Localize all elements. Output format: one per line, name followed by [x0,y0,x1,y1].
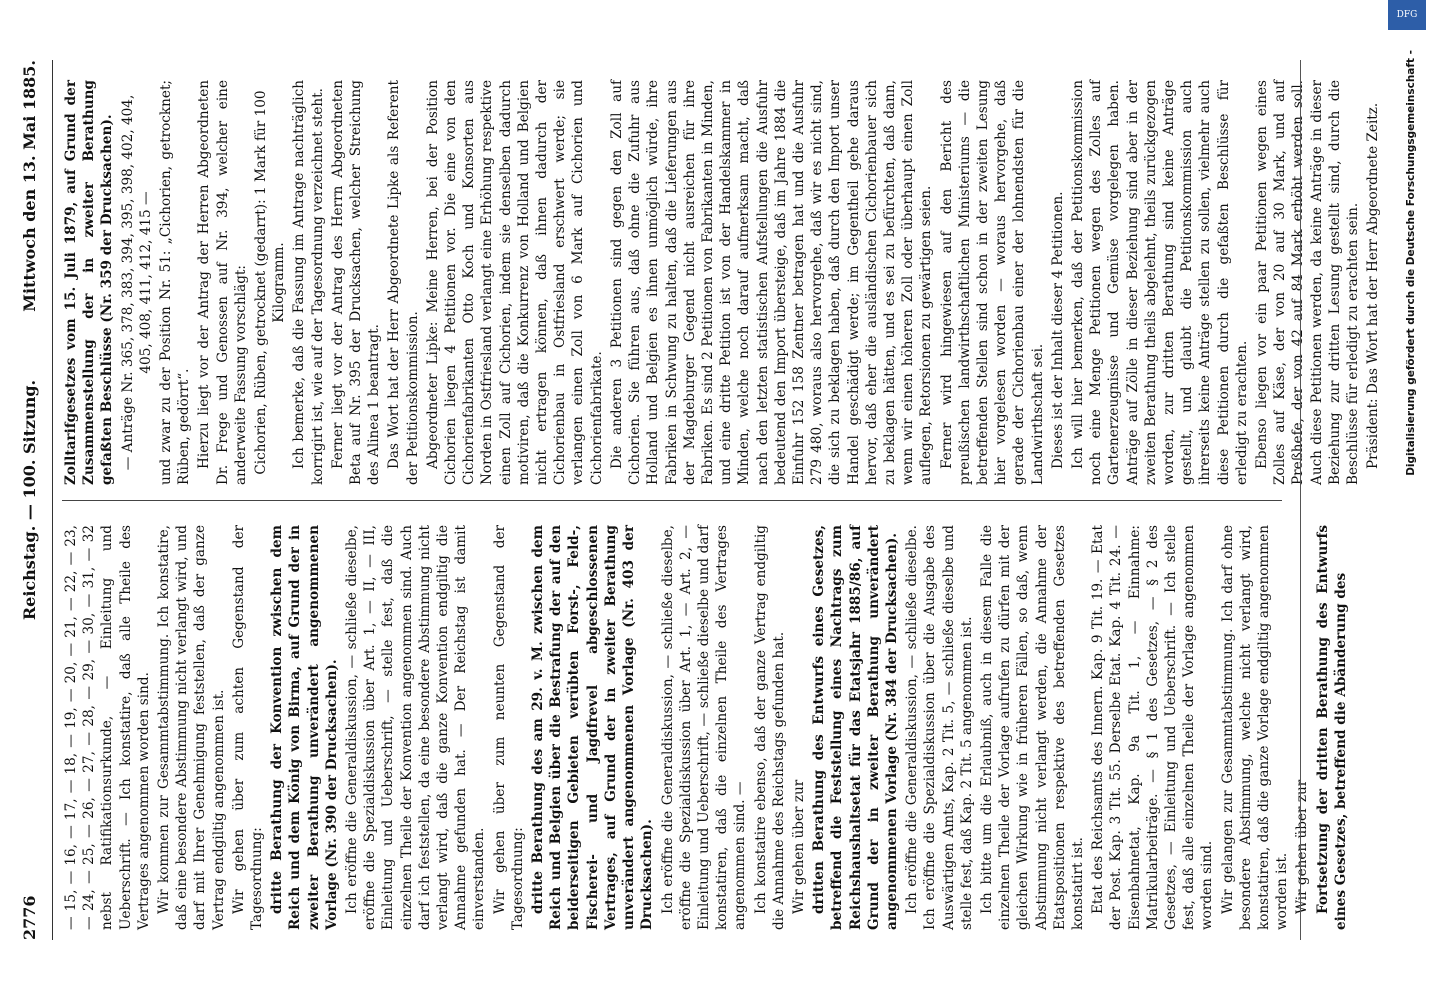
agenda-heading: Zolltarifgesetzes vom 15. Juli 1879, auf Grund der Zusammenstellung der in zweiter Berathung gefaßten Beschlüsse (Nr. 359 der Drucksachen). [63,80,116,485]
page-number: 2776 [20,895,39,940]
right-column [62,80,1382,485]
paragraph: Wir gehen über zum neunten Gegenstand der Tagesordnung: [491,525,526,930]
digitization-credit [1396,0,1426,1000]
left-column [62,525,1349,930]
paragraph: Ich bemerke, daß die Fassung im Antrage nachträglich korrigirt ist, wie auf der Tagesordnung verzeichnet steht. [291,80,326,485]
paragraph: Ich konstatire ebenso, daß der ganze Vertrag endgiltig die Annahme des Reichstags gefunden hat. [752,525,787,930]
paragraph: Das Wort hat der Herr Abgeordnete Lipke als Referent der Petitionskommission. [386,80,421,485]
paragraph: und zwar zu der Position Nr. 51: „Cichorien, getrocknet; Rüben, gedörrt“. [158,80,193,485]
paragraph: Wir gehen über zur [790,779,807,914]
agenda-heading: dritten Berathung des Entwurfs eines Gesetzes, betreffend die Feststellung eines Nachtrags zum Reichshaushaltsetat für das Etatsjahr 1885/86, auf Grund der in zweiter Berathung unverändert angenommenen Vorlage (Nr. 384 der Drucksachen). [811,525,900,930]
agenda-heading: dritte Berathung der Konvention zwischen dem Reich und dem König von Birma, auf Grund der in zweiter Berathung unverändert angenommenen Vorlage (Nr. 390 der Drucksachen). [269,525,340,930]
column-divider [62,500,1282,501]
paragraph: Ich bitte um die Erlaubniß, auch in diesem Falle die einzelnen Theile der Vorlage aufrufen zu dürfen mit der gleichen Wirkung wie in früheren Fällen, so daß, wenn Abstimmung nicht verlangt werden, die Annahme der Etatspositionen respektive des betreffenden Gesetzes konstatirt ist. [978,525,1086,930]
paragraph: Cichorien, Rüben, getrocknet (gedarrt): 1 Mark für 100 Kilogramm. [253,90,288,475]
credit-text: Digitalisierung gefördert durch die Deutsche Forschungsgemeinschaft - [1405,50,1417,476]
page-header [14,60,44,940]
paragraph: Wir gehen über zum achten Gegenstand der Tagesordnung: [230,525,266,930]
header-rule [52,60,53,940]
paragraph: Ich eröffne die Generaldiskussion, — schließe dieselbe, eröffne die Spezialdiskussion über Art. 1, — Art. 2, — Einleitung und Ueberschrift, — schließe dieselbe und darf konstatiren, daß die einzelnen Theile des Vertrages angenommen sind. — [659,525,749,930]
paragraph: — 15, — 16, — 17, — 18, — 19, — 20, — 21, — 22, — 23, — 24, — 25, — 26, — 27, — 28, — 29, — 30, — 31, — 32 nebst Ratifikationsurkunde, — Einleitung und Ueberschrift. — Ich konstatire, daß alle Theile des Vertrages angenommen worden sind. [63,525,152,930]
paragraph: Ferner liegt vor der Antrag des Herrn Abgeordneten Beta auf Nr. 395 der Drucksachen, welcher Streichung des Alinea 1 beantragt. [329,80,383,485]
agenda-heading: dritte Berathung des am 29. v. M. zwischen dem Reich und Belgien über die Bestrafung der auf den beiderseitigen Gebieten verübten Forst-, Feld-, Fischerei- und Jagdfrevel abgeschlossenen Vertrages, auf Grund der in zweiter Berathung unverändert angenommenen Vorlage (Nr. 403 der Drucksachen). [530,525,656,930]
paragraph: Dieses ist der Inhalt dieser 4 Petitionen. [1049,191,1066,469]
paragraph: Ferner wird hingewiesen auf den Bericht des preußischen landwirthschaftlichen Ministeriums — die betreffenden Stellen sind schon in der zweiten Lesung hier vorgelesen worden — woraus hervorgehe, daß gerade der Cichorienbau einer der lohnendsten für die Landwirthschaft sei. [938,80,1046,485]
paragraph: Ich eröffne die Generaldiskussion, — schließe dieselbe, eröffne die Spezialdiskussion über Art. 1, — II, — III, Einleitung und Ueberschrift, — stelle fest, daß die einzelnen Theile der Konvention angenommen sind. Auch darf ich feststellen, da eine besondere Abstimmung nicht verlangt wird, daß die ganze Konvention endgiltig die Annahme gefunden hat. — Der Reichstag ist damit einverstanden. [344,525,488,930]
session-title: Reichstag. — 100. Sitzung. [20,379,39,621]
paragraph: Ich eröffne die Generaldiskussion, — schließe dieselbe. Ich eröffne die Spezialdiskussion über die Ausgabe des Auswärtigen Amts, Kap. 2 Tit. 5, — schließe dieselbe und stelle fest, daß Kap. 2 Tit. 5 angenommen ist. [904,525,975,930]
session-date: Mittwoch den 13. Mai 1885. [20,60,39,312]
footer-rule [1300,60,1301,940]
paragraph: — Anträge Nr. 365, 378, 383, 394, 395, 398, 402, 404, 405, 408, 411, 412, 415 — [119,94,154,471]
paragraph: Ebenso liegen vor ein paar Petitionen wegen eines Zolles auf Käse, der von 20 auf 30 Mark, und auf Preßhefe, der von 42 auf 84 Mark erhöht werden soll. Auch diese Petitionen werden, da keine Anträge in dieser Beziehung zur dritten Lesung gestellt sind, durch die Beschlüsse für erledigt zu erachten sein. [1254,80,1362,485]
paragraph: Etat des Reichsamts des Innern. Kap. 9 Tit. 19. — Etat der Post. Kap. 3 Tit. 55. Derselbe Etat. Kap. 4 Tit. 24. — Eisenbahnetat, Kap. 9a Tit. 1, — Einnahme: Matrikularbeiträge. — § 1 des Gesetzes, — § 2 des Gesetzes, — Einleitung und Ueberschrift. — Ich stelle fest, daß alle einzelnen Theile der Vorlage angenommen worden sind. [1090,525,1216,930]
paragraph: Wir gehen über zur [1294,779,1311,914]
paragraph: Wir gelangen zur Gesammtabstimmung. Ich darf ohne besondere Abstimmung, welche nicht verlangt wird, konstatiren, daß die ganze Vorlage endgiltig angenommen worden ist. [1219,525,1291,930]
paragraph: Die anderen 3 Petitionen sind gegen den Zoll auf Cichorien. Sie führen aus, daß ohne die Zufuhr aus Holland und Belgien es ihnen unmöglich würde, ihre Fabriken in Schwung zu halten, daß die Lieferungen aus der Magdeburger Gegend nicht ausreichen für ihre Fabriken. Es sind 2 Petitionen von Fabrikanten in Minden, und eine dritte Petition ist von der Handelskammer in Minden, welche noch darauf aufmerksam macht, daß nach den letzten statistischen Aufstellungen die Ausfuhr bedeutend den Import übersteige, daß im Jahre 1884 die Einfuhr 152 158 Zentner betragen hat und die Ausfuhr 279 480, woraus also hervorgehe, daß wir es nicht sind, die sich zu beklagen haben, daß durch den Import unser Handel geschädigt werde; im Gegentheil gehe daraus hervor, daß eher die ausländischen Cichorienbauer sich zu beklagen hätten, und es sei zu befürchten, daß dann, wenn wir einen höheren Zoll oder überhaupt einen Zoll auflegen, Retorsionen zu gewärtigen seien. [608,80,935,485]
paragraph: Abgeordneter Lipke: Meine Herren, bei der Position Cichorien liegen 4 Petitionen vor. Die eine von den Cichorienfabrikanten Otto Koch und Konsorten aus Norden in Ostfriesland verlangt eine Erhöhung respektive einen Zoll auf Cichorien, indem sie denselben dadurch motiviren, daß die Konkurrenz von Holland und Belgien nicht ertragen können, daß ihnen dadurch der Cichorienbau in Ostfriesland erschwert werde; sie verlangen einen Zoll von 6 Mark auf Cichorien und Cichorienfabrikate. [424,80,605,485]
dfg-logo: DFG [1388,0,1426,30]
agenda-heading: Fortsetzung der dritten Berathung des Entwurfs eines Gesetzes, betreffend die Abänderung des [1314,525,1349,930]
paragraph: Wir kommen zur Gesammtabstimmung. Ich konstatire, daß eine besondere Abstimmung nicht verlangt wird, und darf mit Ihrer Genehmigung feststellen, daß der ganze Vertrag endgiltig angenommen ist. [156,525,227,930]
paragraph: Ich will hier bemerken, daß der Petitionskommission noch eine Menge Petitionen wegen des Zolles auf Gartenerzeugnisse und Gemüse vorgelegen haben. Anträge auf Zölle in dieser Beziehung sind aber in der zweiten Berathung theils abgelehnt, theils zurückgezogen worden, zur dritten Berathung sind keine Anträge gestellt, und glaubt die Petitionskommission auch ihrerseits keine Anträge stellen zu sollen, vielmehr auch diese Petitionen durch die gefaßten Beschlüsse für erledigt zu erachten. [1069,80,1250,485]
paragraph: Hierzu liegt vor der Antrag der Herren Abgeordneten Dr. Frege und Genossen auf Nr. 394, welcher eine anderweite Fassung vorschlägt: [196,80,249,485]
paragraph: Präsident: Das Wort hat der Herr Abgeordnete Zeitz. [1365,102,1382,469]
